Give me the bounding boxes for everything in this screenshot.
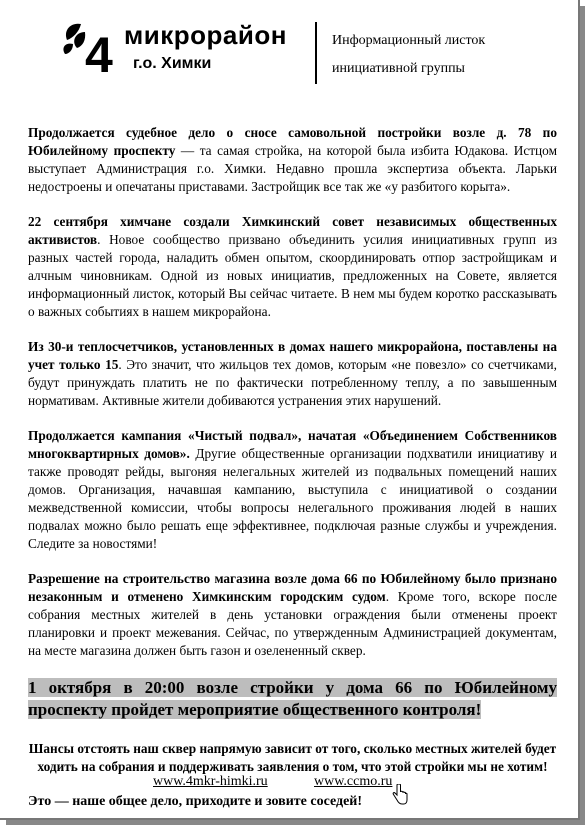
paragraph-text: . Новое сообщество призвано объединить усилия инициативных групп из разных частей города, наладить обмен опытом, скоординировать отпор застройщикам и алчным чиновникам. Одной из новых инициатив, предложенных на Совете, является информационный листок, который Вы сейчас читаете. В нем мы будем коротко рассказывать о важных событиях в нашем микрорайона.: [28, 232, 557, 319]
paragraph-lead: Разрешение на строительство магазина возле дома 66 по Юбилейному было признано незаконным и отменено Химкинским городским судом: [28, 571, 557, 604]
paragraph-store-permit: [28, 570, 557, 660]
leaf-logo-icon: [59, 18, 123, 78]
paragraph-text: — та самая стройка, на которой была избита Юдакова. Истцом выступает Администрация г.о. Химки. Недавно прошла экспертиза объекта. Ларьки недостроены и опечатаны приставами. Застройщик все так же «у разбитого корыта».: [28, 143, 557, 194]
page-shadow-right: [580, 6, 585, 824]
brand-subtitle: г.о. Химки: [133, 55, 212, 72]
closing-text: Шансы отстоять наш сквер напрямую зависит от того, сколько местных жителей будет ходить на собрания и поддерживать заявления о том, что этой стройки мы не хотим!: [28, 741, 557, 774]
paragraph-council: [28, 213, 557, 321]
site-link-4mkr[interactable]: www.4mkr-himki.ru: [153, 774, 268, 789]
hand-pointer-icon: [392, 784, 408, 806]
site-link-ccmo[interactable]: www.ccmo.ru: [314, 774, 393, 789]
tagline-line-2: инициативной группы: [332, 61, 465, 76]
tagline: [332, 27, 485, 83]
paragraph-heat-meters: [28, 338, 557, 410]
event-callout-block: [28, 677, 557, 721]
event-callout: 1 октября в 20:00 возле стройки у дома 66 по Юбилейному проспекту пройдет мероприятие общественного контроля!: [28, 678, 557, 719]
paragraph-text: Другие общественные организации подхватили инициативу и также проводят рейды, выгоняя нелегальных жителей из подвальных помещений наших домов. Организация, начавшая кампанию, выступила с инициативой о создании межведственной комиссии, чтобы вопросы нелегального проживания людей в наших подвалах можно было решать еще эффективнее, подключая разные службы и учреждения. Следите за новостями!: [28, 446, 557, 551]
slogan: Это — наше общее дело, приходите и зовите соседей!: [28, 794, 363, 809]
paragraph-lead: Из 30-и теплосчетчиков, установленных в домах нашего микрорайона, поставлены на учет только 15: [28, 339, 557, 372]
brand-title: микрорайон: [124, 20, 287, 50]
paragraph-text: . Это значит, что жильцов тех домов, которым «не повезло» со счетчиками, будут принуждать платить не по фактически потребленному теплу, а по завышенным нормативам. Активные жители добиваются устранения этих нарушений.: [28, 357, 557, 408]
paragraph-court-case: [28, 124, 557, 196]
paragraph-lead: 22 сентября химчане создали Химкинский совет независимых общественных активистов: [28, 214, 557, 247]
paragraph-text: . Кроме того, вскоре после собрания местных жителей в день установки ограждения были отменены проект планировки и проект межевания. Сейчас, по утвержденным Администрацией документам, на месте магазина должен быть газон и озелененный сквер.: [28, 589, 557, 658]
paragraph-clean-basement: [28, 427, 557, 553]
tagline-line-1: Информационный листок: [332, 33, 486, 48]
paragraph-lead: Продолжается судебное дело о сносе самовольной постройки возле д. 78 по Юбилейному проспекту: [28, 125, 557, 158]
logo-digit: 4: [85, 27, 113, 78]
header-divider: [315, 22, 317, 84]
article-body: [28, 124, 557, 828]
paragraph-lead: Продолжается кампания «Чистый подвал», начатая «Объединением Собственников многоквартирных домов».: [28, 428, 557, 461]
